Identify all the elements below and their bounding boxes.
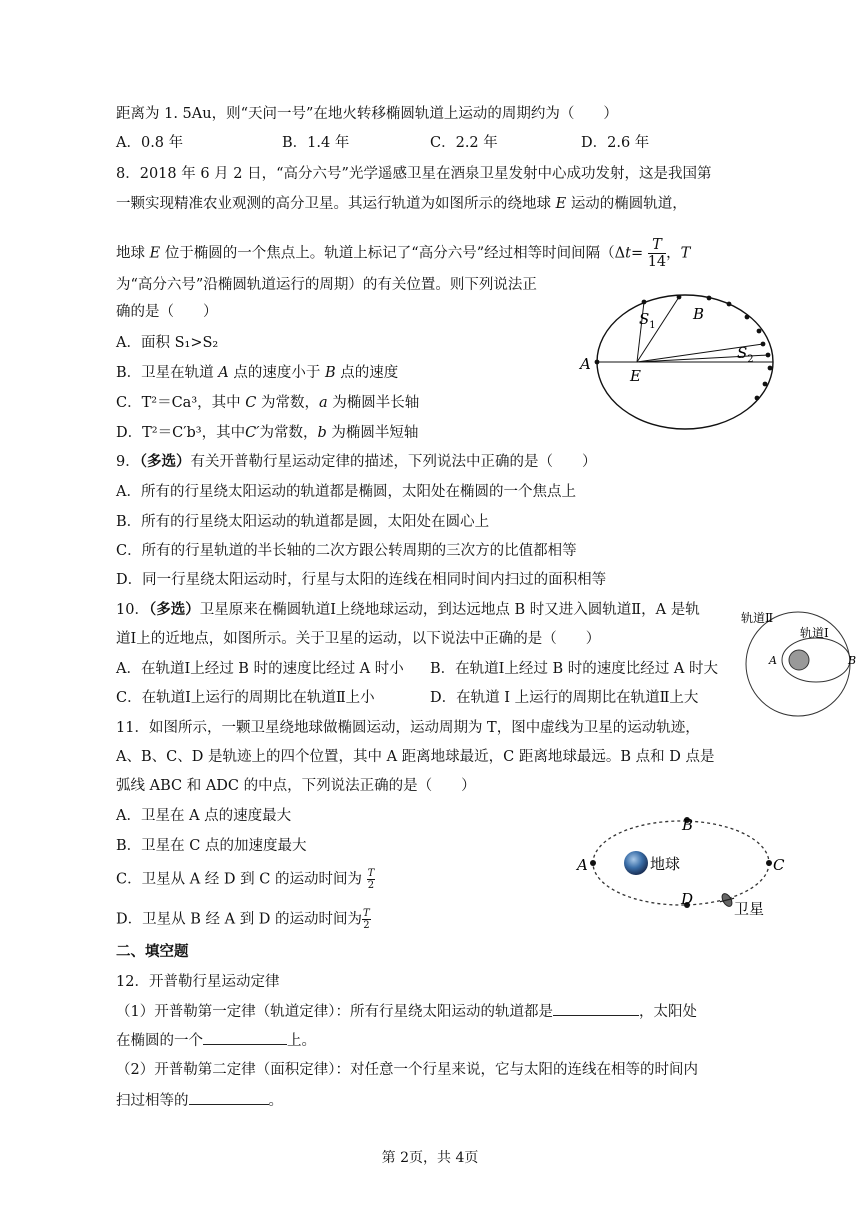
q9-option-b: B．所有的行星绕太阳运动的轨道都是圆，太阳处在圆心上 <box>116 514 490 530</box>
q7-stem-line: 距离为 1. 5Au，则“天问一号”在地火转移椭圆轨道上运动的周期约为（ ） <box>116 106 618 122</box>
earth-icon <box>789 650 809 670</box>
q7-option-b: B．1.4 年 <box>282 135 350 151</box>
q11-orbit-figure <box>577 808 793 920</box>
q8-stem-line-4: 为“高分六号”沿椭圆轨道运行的周期）的有关位置。则下列说法正 <box>116 277 537 293</box>
q11-label-c: C <box>773 856 785 874</box>
q11-point-a <box>590 860 596 866</box>
q11-stem-line-1: 11．如图所示，一颗卫星绕地球做椭圆运动，运动周期为 T，图中虚线为卫星的运动轨迹， <box>116 720 700 736</box>
q9-option-d: D．同一行星绕太阳运动时，行星与太阳的连线在相同时间内扫过的面积相等 <box>116 572 607 588</box>
q11-c-fraction: $\frac{T}{2}$ <box>367 868 375 891</box>
q11-d-fraction: $\frac{T}{2}$ <box>363 908 370 931</box>
q8-option-a: A．面积 S₁>S₂ <box>116 335 219 351</box>
q10-label-a: A <box>769 654 777 667</box>
q8-stem-line-1: 8．2018 年 6 月 2 日，“高分六号”光学遥感卫星在酒泉卫星发射中心成功发射，这是我国第 <box>116 166 712 182</box>
q8-option-b: B．卫星在轨道 A 点的速度小于 B 点的速度 <box>116 365 399 381</box>
q12-part2-line2: 扫过相等的 。 <box>116 1090 283 1111</box>
q7-option-a: A．0.8 年 <box>116 135 184 151</box>
q10-option-d: D．在轨道 I 上运行的周期比在轨道Ⅱ上大 <box>430 690 699 706</box>
q8-label-b: B <box>693 305 705 323</box>
q9-stem: 9．（多选）有关开普勒行星运动定律的描述，下列说法中正确的是（ ） <box>116 453 597 470</box>
q8-delta-t-fraction: $\frac{T}{14}$ <box>647 237 667 270</box>
q10-option-b: B．在轨道Ⅰ上经过 B 时的速度比经过 A 时大 <box>430 661 718 677</box>
q8-label-s1: $S_1$ <box>639 310 656 331</box>
q7-option-c: C．2.2 年 <box>430 135 498 151</box>
q11-label-d: D <box>681 890 694 908</box>
q11-option-d: D．卫星从 B 经 A 到 D 的运动时间为 $\frac{T}{2}$ <box>116 908 370 931</box>
section-heading: 二、填空题 <box>116 943 189 960</box>
q11-option-c: C．卫星从 A 经 D 到 C 的运动时间为 $\frac{T}{2}$ <box>116 868 375 891</box>
q11-point-c <box>766 860 772 866</box>
q8-option-c: C．T²＝Ca³，其中 C 为常数，a 为椭圆半长轴 <box>116 395 420 411</box>
q11-option-a: A．卫星在 A 点的速度最大 <box>116 808 292 824</box>
q12-blank-1[interactable] <box>553 1001 639 1016</box>
q8-orbit-figure <box>575 292 780 447</box>
q11-label-earth: 地球 <box>650 855 681 873</box>
q8-option-d: D．T²＝C′b³，其中C′为常数，b 为椭圆半短轴 <box>116 425 419 441</box>
q10-option-a: A．在轨道Ⅰ上经过 B 时的速度比经过 A 时小 <box>116 661 404 677</box>
page-footer: 第 2页，共 4页 <box>381 1150 479 1166</box>
q12-part2-line1: （2）开普勒第二定律（面积定律）：对任意一个行星来说，它与太阳的连线在相等的时间内 <box>116 1062 698 1078</box>
q11-stem-line-3: 弧线 ABC 和 ADC 的中点，下列说法正确的是（ ） <box>116 778 476 794</box>
earth-icon <box>624 851 648 875</box>
q8-label-e: E <box>630 367 641 385</box>
q10-stem-line-1: 10．（多选）卫星原来在椭圆轨道Ⅰ上绕地球运动，到达远地点 B 时又进入圆轨道Ⅱ，A 是轨 <box>116 601 700 618</box>
q8-stem-line-3: 地球 E 位于椭圆的一个焦点上。轨道上标记了“高分六号”经过相等时间间隔（Δt= $\frac{T}{14}$ ，T <box>116 237 691 270</box>
q9-option-a: A．所有的行星绕太阳运动的轨道都是椭圆，太阳处在椭圆的一个焦点上 <box>116 484 576 500</box>
q12-part1-line2: 在椭圆的一个 上。 <box>116 1030 316 1051</box>
q10-orbit-figure <box>738 602 856 720</box>
q11-label-b: B <box>682 816 694 834</box>
q11-stem-line-2: A、B、C、D 是轨迹上的四个位置，其中 A 距离地球最近，C 距离地球最远。B 点和 D 点是 <box>116 749 715 765</box>
q10-label-orbit-2: 轨道Ⅱ <box>741 611 774 625</box>
q12-title: 12．开普勒行星运动定律 <box>116 974 280 990</box>
q11-label-satellite: 卫星 <box>734 900 765 918</box>
q8-label-s2: $S_2$ <box>737 344 754 365</box>
q11-label-a: A <box>577 856 588 874</box>
q12-blank-3[interactable] <box>189 1090 269 1105</box>
q10-stem-line-2: 道Ⅰ上的近地点，如图所示。关于卫星的运动，以下说法中正确的是（ ） <box>116 631 601 647</box>
q8-label-a: A <box>580 355 591 373</box>
q7-option-d: D．2.6 年 <box>581 135 650 151</box>
q9-option-c: C．所有的行星轨道的半长轴的二次方跟公转周期的三次方的比值都相等 <box>116 543 577 559</box>
q8-stem-line-5: 确的是（ ） <box>116 304 218 320</box>
q11-option-b: B．卫星在 C 点的加速度最大 <box>116 838 307 854</box>
q10-label-orbit-1: 轨道Ⅰ <box>800 626 829 640</box>
q8-stem-line-2: 一颗实现精准农业观测的高分卫星。其运行轨道为如图所示的绕地球 E 运动的椭圆轨道， <box>116 196 687 212</box>
q12-blank-2[interactable] <box>203 1030 287 1045</box>
q12-part1-line1: （1）开普勒第一定律（轨道定律）：所有行星绕太阳运动的轨道都是 ，太阳处 <box>116 1001 697 1022</box>
q10-label-b: B <box>848 654 857 667</box>
q10-option-c: C．在轨道Ⅰ上运行的周期比在轨道Ⅱ上小 <box>116 690 375 706</box>
